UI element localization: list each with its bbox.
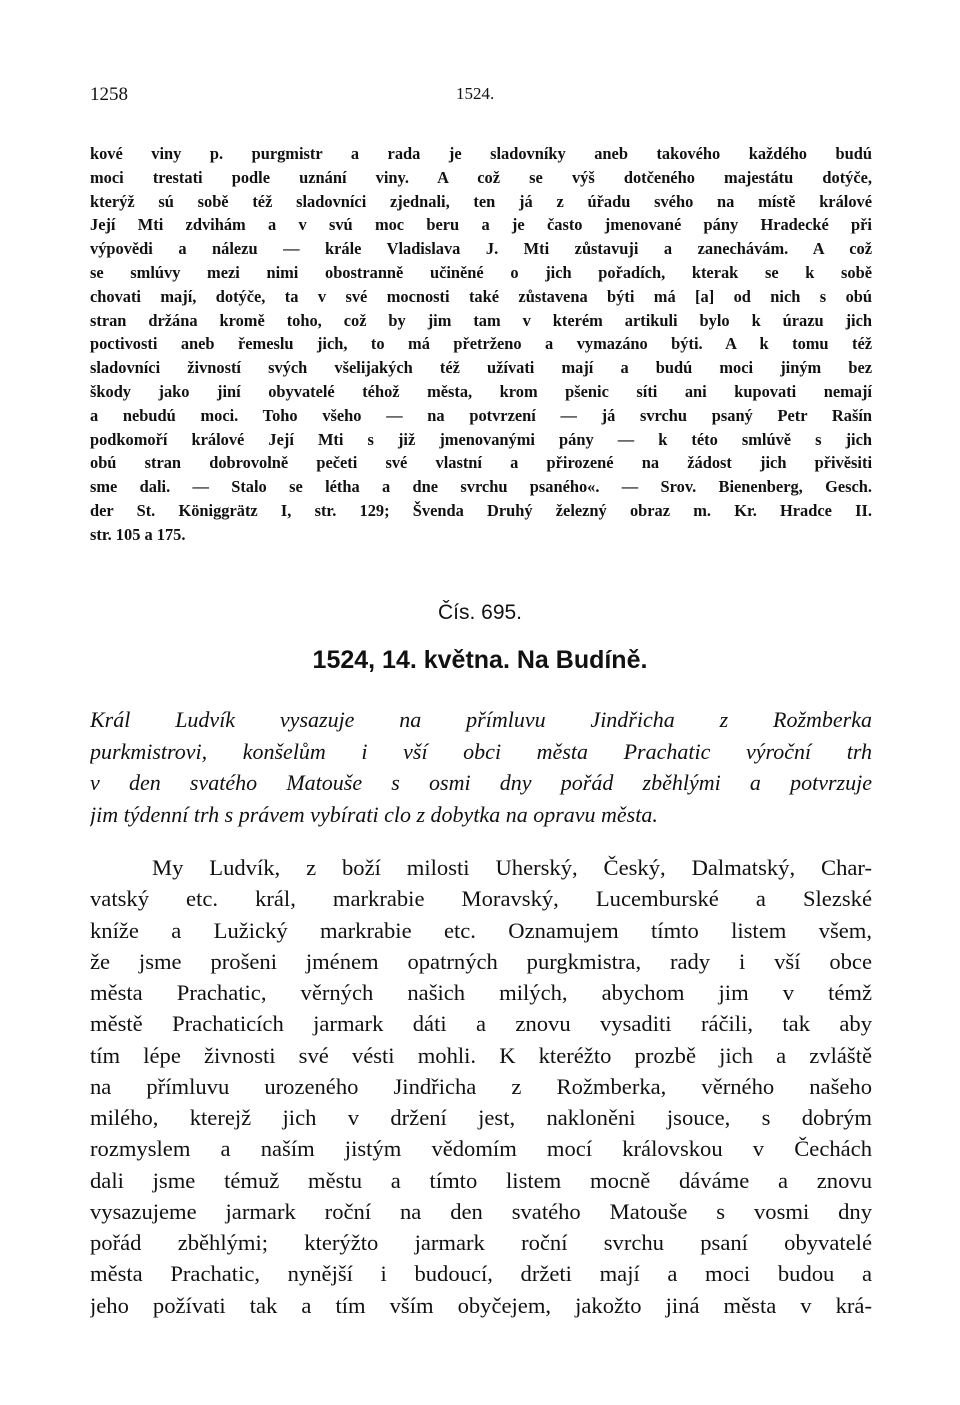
- text-line: der St. Königgrätz I, str. 129; Švenda Druhý železný obraz m. Kr. Hradce II.: [90, 500, 872, 520]
- text-line: podkomoří králové Její Mti s již jmenovanými pány — k této smlúvě s jich: [90, 429, 872, 449]
- body-line: na přímluvu urozeného Jindřicha z Rožmberka, věrného našeho: [90, 1073, 872, 1099]
- text-line: str. 105 a 175.: [90, 524, 186, 544]
- body-line: vatský etc. král, markrabie Moravský, Lucemburské a Slezské: [90, 886, 872, 912]
- body-line: rozmyslem a naším jistým vědomím mocí královskou v Čechách: [90, 1136, 872, 1162]
- body-line: milého, kterejž jich v držení jest, nakloněni jsouce, s dobrým: [90, 1105, 872, 1130]
- body-line: města Prachatic, věrných našich milých, abychom jim v témž: [90, 980, 872, 1005]
- body-line: pořád zběhlými; kterýžto jarmark roční svrchu psaní obyvatelé: [90, 1230, 872, 1255]
- document-body: [90, 852, 872, 1321]
- body-line: že jsme prošeni jménem opatrných purgkmistra, rady i vší obce: [90, 948, 872, 974]
- text-line: a nebudú moci. Toho všeho — na potvrzení — já svrchu psaný Petr Rašín: [90, 405, 872, 425]
- regest-line: purkmistrovi, konšelům i vší obci města Prachatic výroční trh: [90, 738, 872, 764]
- text-line: sladovníci živností svých všelijakých též užívati mají a budú moci jiným bez: [90, 358, 872, 378]
- text-line: výpovědi a nálezu — krále Vladislava J. Mti zůstavuji a zanechávám. A což: [90, 239, 872, 259]
- body-line: My Ludvík, z boží milosti Uherský, Český, Dalmatský, Char-: [152, 855, 872, 880]
- regest-line: jim týdenní trh s právem vybírati clo z dobytka na opravu města.: [90, 801, 658, 827]
- text-line: chovati mají, dotýče, ta v své mocnosti také zůstavena býti má [a] od nich s obú: [90, 286, 872, 306]
- text-line: Její Mti zdvihám a v svú moc beru a je často jmenované pány Hradecké při: [90, 215, 872, 235]
- text-line: obú stran dobrovolně pečeti své vlastní a přirozené na žádost jich přivěsiti: [90, 453, 872, 473]
- body-line: tím lépe živnosti své vésti mohli. K kteréžto prozbě jich a zvláště: [90, 1042, 872, 1068]
- text-line: moci trestati podle uznání viny. A což se výš dotčeného majestátu dotýče,: [90, 167, 872, 187]
- body-line: kníže a Lužický markrabie etc. Oznamujem tímto listem všem,: [90, 917, 872, 943]
- document-regest: [90, 704, 872, 830]
- body-line: městě Prachaticích jarmark dáti a znovu vysaditi ráčili, tak aby: [90, 1011, 872, 1037]
- previous-document-continuation: [90, 142, 872, 547]
- body-line: vysazujeme jarmark roční na den svatého Matouše s vosmi dny: [90, 1198, 872, 1224]
- running-head-year: 1524.: [456, 84, 495, 103]
- body-line: města Prachatic, nynější i budoucí, držeti mají a moci budou a: [90, 1261, 872, 1287]
- regest-line: Král Ludvík vysazuje na přímluvu Jindřicha z Rožmberka: [90, 707, 872, 732]
- body-line: jeho požívati tak a tím vším obyčejem, jakožto jiná města v krá-: [90, 1292, 872, 1318]
- running-head: [90, 84, 870, 108]
- text-line: sme dali. — Stalo se létha a dne svrchu psaného«. — Srov. Bienenberg, Gesch.: [90, 477, 872, 497]
- document-number: Čís. 695.: [437, 601, 523, 624]
- text-line: škody jako jiní obyvatelé téhož města, krom pšenic síti ani kupovati nemají: [90, 381, 872, 401]
- page-number: 1258: [90, 84, 128, 105]
- text-line: stran držána kromě toho, což by jim tam v kterém artikuli bylo k úrazu jich: [90, 310, 872, 330]
- text-line: kové viny p. purgmistr a rada je sladovníky aneb takového každého budú: [90, 144, 872, 163]
- regest-line: v den svatého Matouše s osmi dny pořád zběhlými a potvrzuje: [90, 770, 872, 795]
- text-line: se smlúvy mezi nimi obostranně učiněné o jich pořadích, kterak se k sobě: [90, 262, 872, 282]
- document-date-place: 1524, 14. května. Na Budíně.: [312, 646, 648, 674]
- text-line: poctivosti aneb řemeslu jich, to má přetrženo a vymazáno býti. A k tomu též: [90, 334, 872, 354]
- text-line: kterýž sú sobě též sladovníci zjednali, ten já z úřadu svého na místě králové: [90, 191, 872, 211]
- body-line: dali jsme témuž městu a tímto listem mocně dáváme a znovu: [90, 1167, 872, 1193]
